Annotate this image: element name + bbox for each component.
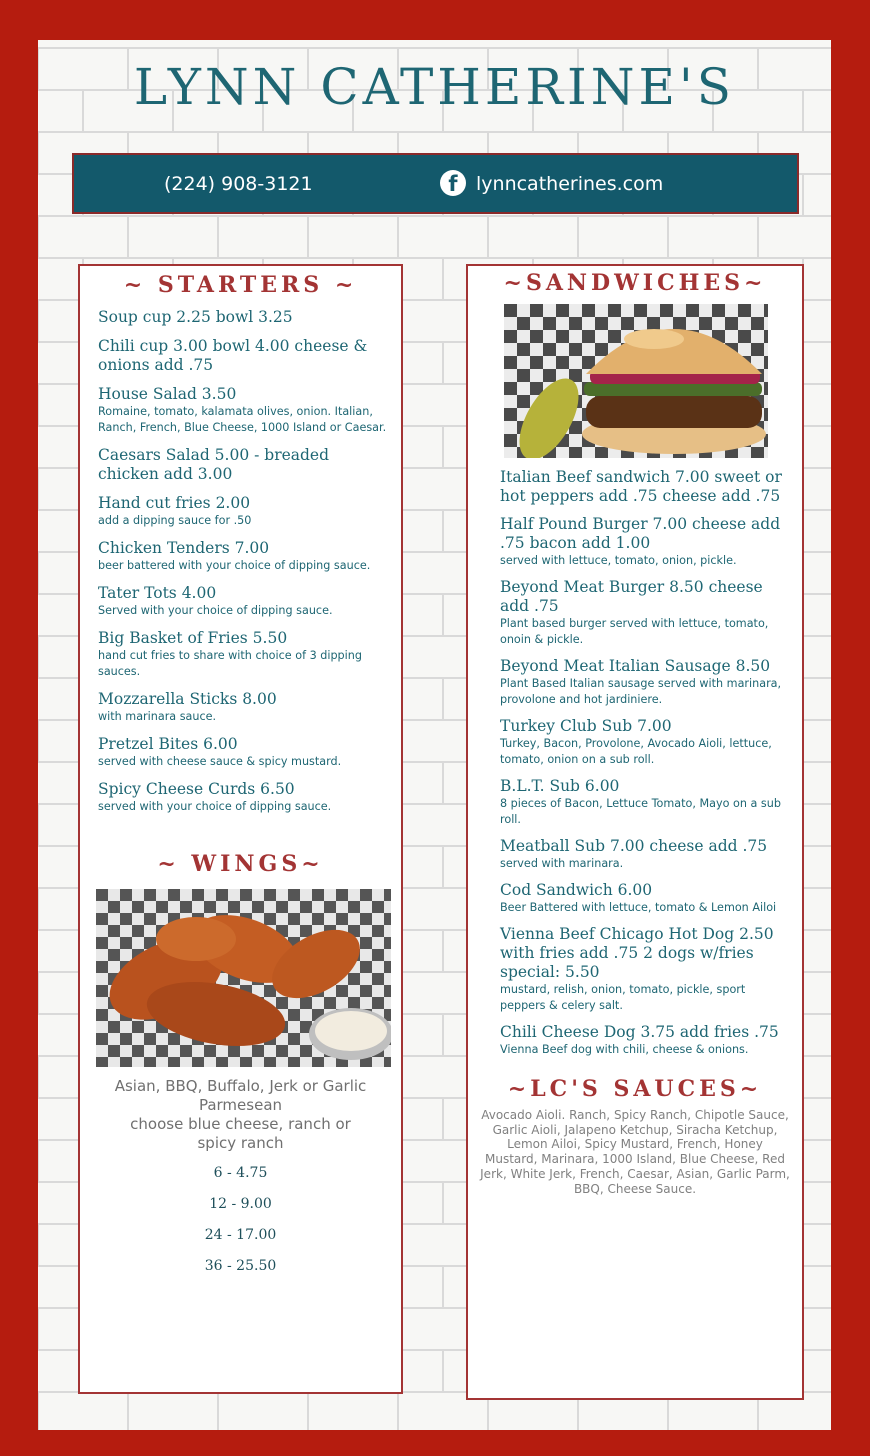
menu-item-name: Caesars Salad 5.00 - breaded chicken add 3.00 bbox=[98, 446, 330, 483]
menu-item-name: Chicken Tenders 7.00 bbox=[98, 539, 270, 557]
wings-info bbox=[80, 1077, 401, 1153]
menu-item-description: Vienna Beef dog with chili, cheese & onions. bbox=[500, 1043, 749, 1056]
menu-item-name: Beyond Meat Italian Sausage 8.50 bbox=[500, 657, 771, 675]
menu-item-name: Cod Sandwich 6.00 bbox=[500, 881, 653, 899]
menu-item-description: Served with your choice of dipping sauce. bbox=[98, 604, 333, 617]
menu-item-name: Italian Beef sandwich 7.00 sweet or hot peppers add .75 cheese add .75 bbox=[500, 468, 782, 505]
menu-item bbox=[468, 881, 802, 916]
menu-item-name: Meatball Sub 7.00 cheese add .75 bbox=[500, 837, 768, 855]
starters-heading: ~ STARTERS ~ bbox=[123, 272, 358, 298]
menu-item bbox=[80, 629, 401, 680]
menu-item bbox=[468, 515, 802, 569]
wings-heading: ~ WINGS~ bbox=[157, 851, 324, 877]
menu-item bbox=[80, 494, 401, 529]
menu-item bbox=[468, 777, 802, 828]
wings-price: 36 - 25.50 bbox=[204, 1258, 277, 1274]
wings-illustration bbox=[96, 889, 391, 1067]
wings-dip-choice: choose blue cheese, ranch or spicy ranch bbox=[130, 1115, 351, 1152]
wings-photo bbox=[96, 889, 391, 1067]
wings-price-list bbox=[80, 1165, 401, 1289]
wings-flavors: Asian, BBQ, Buffalo, Jerk or Garlic Parmesean bbox=[114, 1077, 367, 1114]
menu-item-description: Plant Based Italian sausage served with marinara, provolone and hot jardiniere. bbox=[500, 677, 782, 706]
menu-item-name: Soup cup 2.25 bowl 3.25 bbox=[98, 308, 293, 326]
menu-item bbox=[80, 337, 401, 375]
menu-item-name: Beyond Meat Burger 8.50 cheese add .75 bbox=[500, 578, 763, 615]
menu-page bbox=[38, 40, 831, 1430]
menu-item-description: served with marinara. bbox=[500, 857, 624, 870]
menu-item-name: Spicy Cheese Curds 6.50 bbox=[98, 780, 295, 798]
menu-item-name: B.L.T. Sub 6.00 bbox=[500, 777, 620, 795]
menu-item-name: Mozzarella Sticks 8.00 bbox=[98, 690, 277, 708]
menu-item-description: Plant based burger served with lettuce, tomato, onoin & pickle. bbox=[500, 617, 769, 646]
sandwiches-column bbox=[466, 264, 804, 1400]
menu-item-description: served with lettuce, tomato, onion, pickle. bbox=[500, 554, 737, 567]
restaurant-title: LYNN CATHERINE'S bbox=[133, 58, 736, 116]
sandwiches-heading: ~SANDWICHES~ bbox=[503, 270, 767, 296]
sandwiches-list bbox=[468, 468, 802, 1058]
menu-item bbox=[468, 657, 802, 708]
starters-list bbox=[80, 308, 401, 815]
menu-item bbox=[468, 1023, 802, 1058]
menu-item bbox=[80, 690, 401, 725]
phone-number[interactable]: (224) 908-3121 bbox=[164, 173, 313, 195]
burger-photo bbox=[504, 304, 768, 458]
menu-item bbox=[468, 925, 802, 1014]
menu-item-name: Vienna Beef Chicago Hot Dog 2.50 with fries add .75 2 dogs w/fries special: 5.50 bbox=[500, 925, 774, 981]
menu-item-name: Chili cup 3.00 bowl 4.00 cheese & onions add .75 bbox=[98, 337, 368, 374]
menu-item bbox=[80, 780, 401, 815]
menu-item-name: Half Pound Burger 7.00 cheese add .75 bacon add 1.00 bbox=[500, 515, 781, 552]
facebook-icon[interactable]: f bbox=[440, 170, 466, 196]
menu-item-description: served with your choice of dipping sauce. bbox=[98, 800, 332, 813]
burger-illustration bbox=[504, 304, 768, 458]
wings-price: 6 - 4.75 bbox=[213, 1165, 268, 1181]
menu-item-name: Turkey Club Sub 7.00 bbox=[500, 717, 672, 735]
contact-bar bbox=[72, 153, 799, 214]
menu-item-description: add a dipping sauce for .50 bbox=[98, 514, 252, 527]
menu-item-name: Hand cut fries 2.00 bbox=[98, 494, 251, 512]
menu-item-name: House Salad 3.50 bbox=[98, 385, 237, 403]
website-link[interactable]: lynncatherines.com bbox=[476, 173, 664, 195]
wings-price: 12 - 9.00 bbox=[209, 1196, 272, 1212]
menu-item bbox=[468, 468, 802, 506]
menu-item-description: served with cheese sauce & spicy mustard. bbox=[98, 755, 342, 768]
menu-item-name: Tater Tots 4.00 bbox=[98, 584, 217, 602]
menu-item bbox=[80, 735, 401, 770]
menu-item bbox=[80, 446, 401, 484]
menu-item bbox=[80, 584, 401, 619]
sauces-heading: ~LC'S SAUCES~ bbox=[507, 1076, 763, 1102]
menu-item-description: Beer Battered with lettuce, tomato & Lemon Ailoi bbox=[500, 901, 777, 914]
menu-item-description: mustard, relish, onion, tomato, pickle, sport peppers & celery salt. bbox=[500, 983, 746, 1012]
menu-item-description: Romaine, tomato, kalamata olives, onion. Italian, Ranch, French, Blue Cheese, 1000 Island or Caesar. bbox=[98, 405, 387, 434]
menu-item-description: Turkey, Bacon, Provolone, Avocado Aioli, lettuce, tomato, onion on a sub roll. bbox=[500, 737, 772, 766]
sauces-list: Avocado Aioli. Ranch, Spicy Ranch, Chipotle Sauce, Garlic Aioli, Jalapeno Ketchup, Siracha Ketchup, Lemon Ailoi, Spicy Mustard, French, Honey Mustard, Marinara, 1000 Island, Blue Cheese, Red Jerk, White Jerk, French, Caesar, Asian, Garlic Parm, BBQ, Cheese Sauce. bbox=[480, 1108, 790, 1196]
menu-item bbox=[80, 308, 401, 327]
menu-item-description: 8 pieces of Bacon, Lettuce Tomato, Mayo on a sub roll. bbox=[500, 797, 781, 826]
menu-item bbox=[468, 578, 802, 648]
menu-item-description: beer battered with your choice of dipping sauce. bbox=[98, 559, 371, 572]
starters-column bbox=[78, 264, 403, 1394]
menu-item-name: Chili Cheese Dog 3.75 add fries .75 bbox=[500, 1023, 779, 1041]
menu-item bbox=[468, 837, 802, 872]
menu-item bbox=[468, 717, 802, 768]
menu-item-name: Big Basket of Fries 5.50 bbox=[98, 629, 288, 647]
menu-item bbox=[80, 385, 401, 436]
menu-item bbox=[80, 539, 401, 574]
menu-item-name: Pretzel Bites 6.00 bbox=[98, 735, 238, 753]
wings-price: 24 - 17.00 bbox=[204, 1227, 277, 1243]
menu-item-description: with marinara sauce. bbox=[98, 710, 217, 723]
menu-item-description: hand cut fries to share with choice of 3 dipping sauces. bbox=[98, 649, 362, 678]
